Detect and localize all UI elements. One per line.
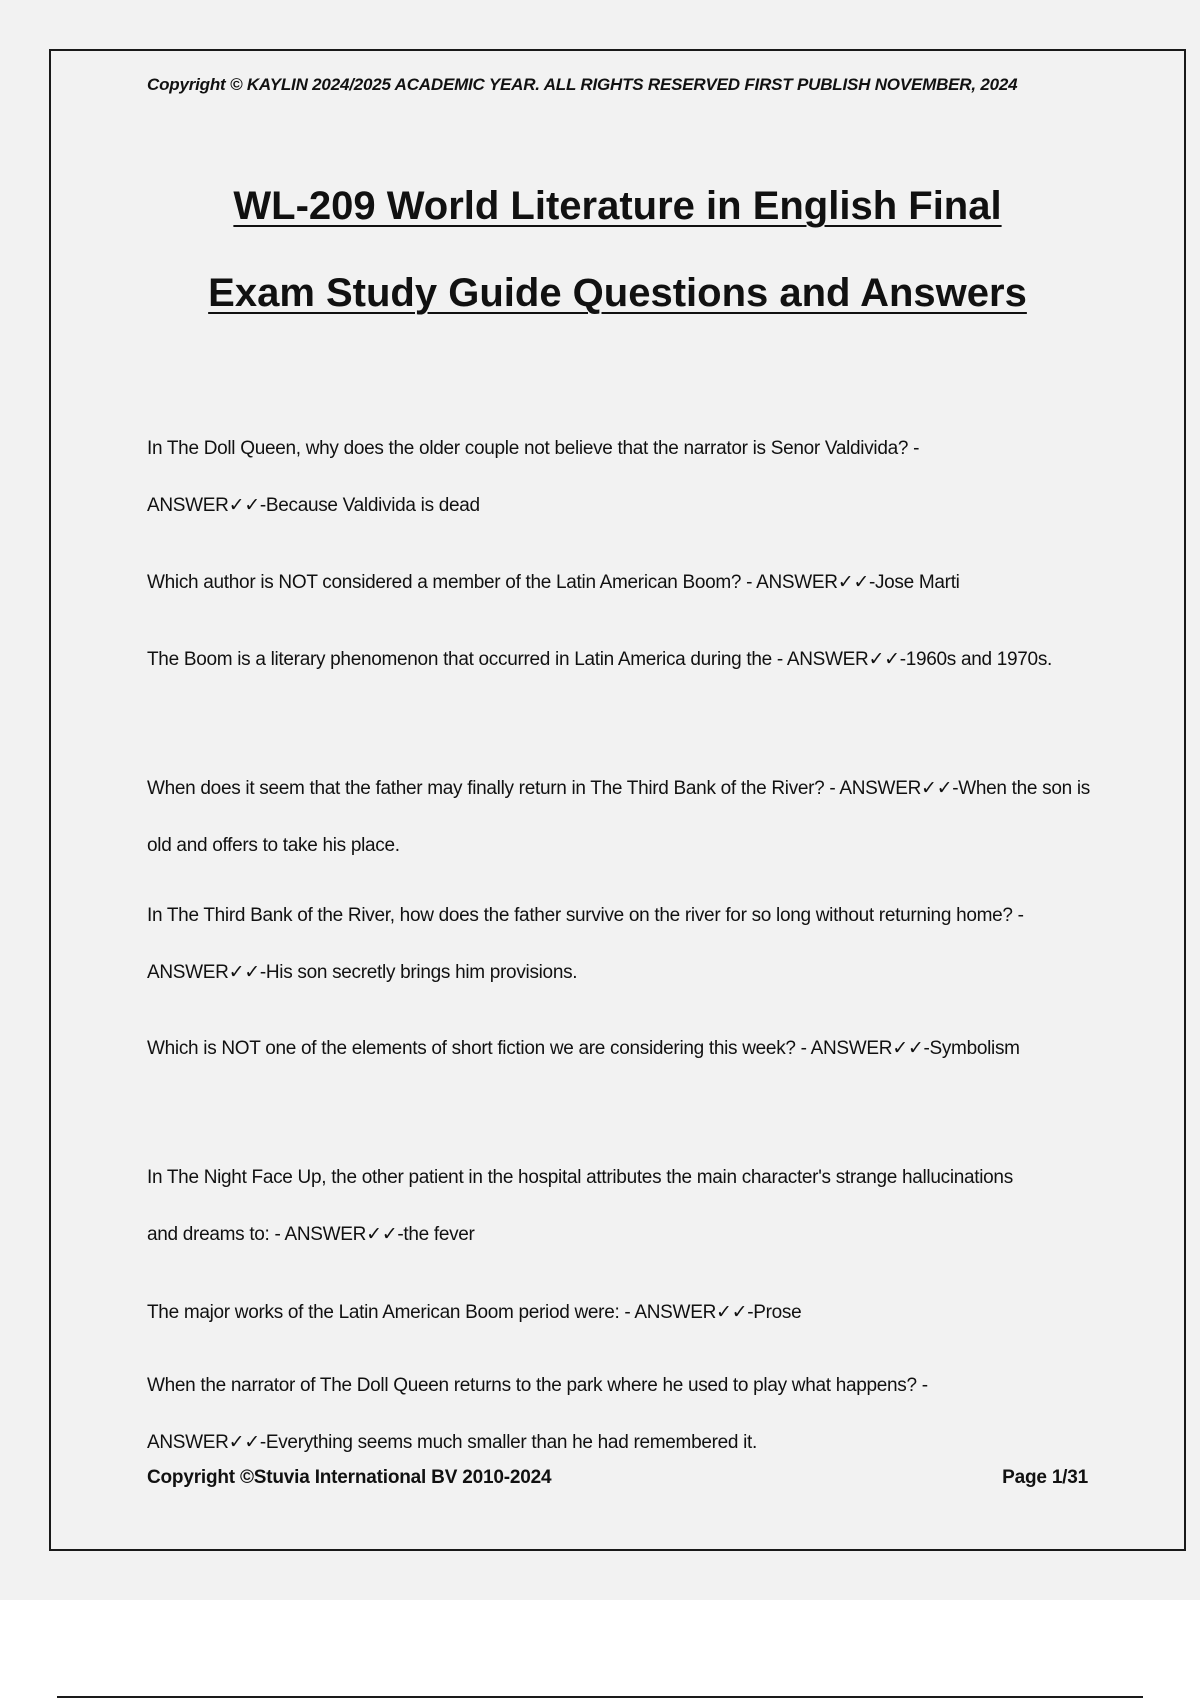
next-page-divider <box>57 1696 1143 1698</box>
qa-answer: ANSWER✓✓-Everything seems much smaller than he had remembered it. <box>147 1432 758 1453</box>
qa-item <box>147 1020 1082 1077</box>
qa-answer: ANSWER✓✓-His son secretly brings him provisions. <box>147 962 578 983</box>
qa-answer: ANSWER✓✓-1960s and 1970s. <box>786 649 1052 670</box>
qa-question: Which is NOT one of the elements of short fiction we are considering this week? - <box>147 1038 811 1059</box>
title-line-1: WL-209 World Literature in English Final <box>233 184 1002 228</box>
qa-question: When the narrator of The Doll Queen returns to the park where he used to play what happens? - <box>147 1375 928 1396</box>
page-border <box>49 49 1186 1551</box>
qa-item <box>147 1284 1137 1341</box>
qa-question: The major works of the Latin American Boom period were: - <box>147 1302 635 1323</box>
qa-question: Which author is NOT considered a member of the Latin American Boom? - <box>147 572 757 593</box>
qa-item <box>147 887 1082 1001</box>
qa-item <box>147 1357 1062 1471</box>
qa-answer: ANSWER✓✓-Prose <box>634 1302 802 1323</box>
qa-question: In The Third Bank of the River, how does the father survive on the river for so long without returning home? - <box>147 905 1024 926</box>
qa-question: The Boom is a literary phenomenon that occurred in Latin America during the - <box>147 649 787 670</box>
title-line-2: Exam Study Guide Questions and Answers <box>208 271 1027 315</box>
qa-answer: ANSWER✓✓-Symbolism <box>810 1038 1020 1059</box>
page-number: Page 1/31 <box>1002 1467 1088 1488</box>
qa-item <box>147 1149 1027 1263</box>
qa-item <box>147 760 1107 874</box>
qa-answer: ANSWER✓✓-When the son is old and offers to take his place. <box>147 778 1090 856</box>
document-title <box>51 163 1184 337</box>
header-copyright: Copyright © KAYLIN 2024/2025 ACADEMIC YEAR. ALL RIGHTS RESERVED FIRST PUBLISH NOVEMBER, 2024 <box>147 75 1018 94</box>
qa-question: In The Doll Queen, why does the older couple not believe that the narrator is Senor Valdivida? - <box>147 438 920 459</box>
footer-copyright: Copyright ©Stuvia International BV 2010-2024 <box>147 1467 552 1488</box>
qa-item <box>147 554 1137 611</box>
qa-answer: ANSWER✓✓-Jose Marti <box>756 572 960 593</box>
qa-item <box>147 420 1062 534</box>
qa-question: In The Night Face Up, the other patient in the hospital attributes the main character's strange hallucinations and dreams to: - <box>147 1167 1013 1245</box>
qa-item <box>147 631 1112 688</box>
qa-answer: ANSWER✓✓-the fever <box>284 1224 475 1245</box>
qa-answer: ANSWER✓✓-Because Valdivida is dead <box>147 495 480 516</box>
qa-question: When does it seem that the father may finally return in The Third Bank of the River? - <box>147 778 840 799</box>
